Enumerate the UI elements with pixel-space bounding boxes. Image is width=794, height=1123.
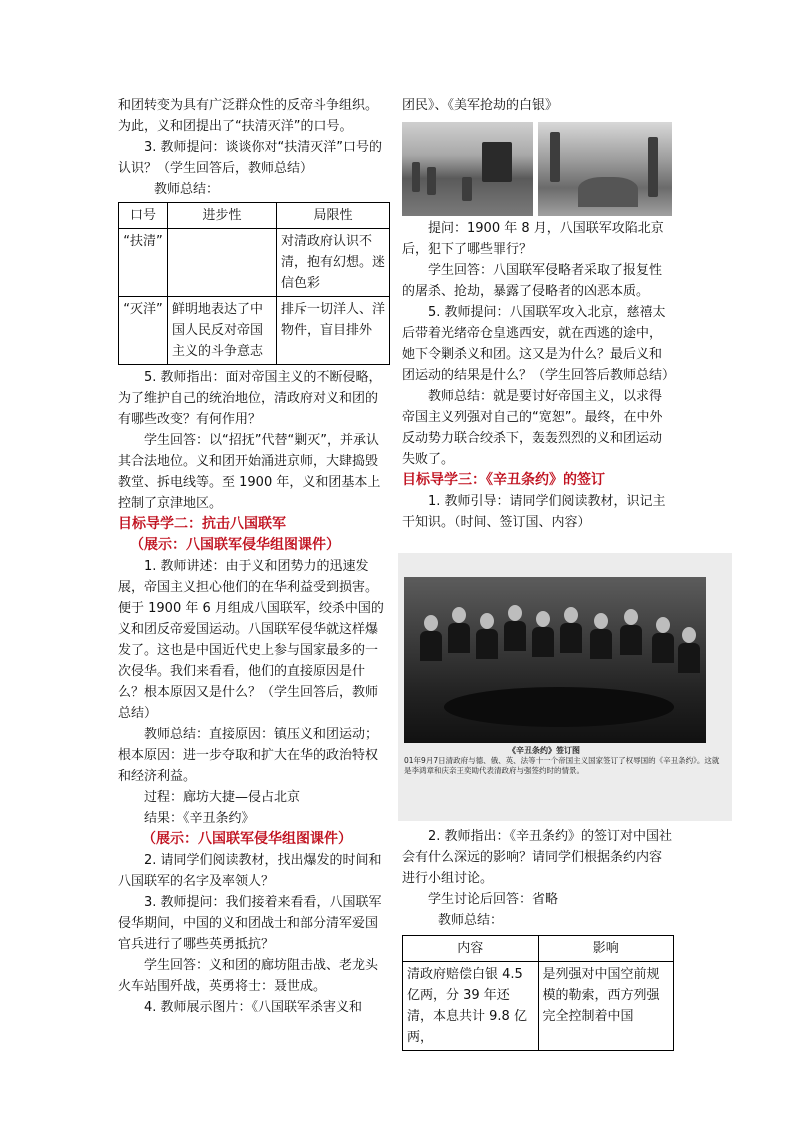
cell-slogan: “灭洋”: [119, 297, 168, 365]
right-column-bottom: [402, 826, 674, 1051]
table-row: [119, 229, 390, 297]
cell-impact: 是列强对中国空前规模的勒索，西方列强完全控制着中国: [538, 962, 674, 1051]
cell-limit: 排斥一切洋人、洋物件，盲目排外: [277, 297, 390, 365]
looted-silver-photo: [538, 122, 672, 216]
header-content: 内容: [403, 936, 539, 962]
answer-crimes: 学生回答：八国联军侵略者采取了报复性的屠杀、抢劫，暴露了侵略者的凶恶本质。: [402, 263, 663, 299]
table-row: [403, 962, 674, 1051]
teacher-narration-1: 1. 教师讲述：由于义和团势力的迅速发展，帝国主义担心他们的在华利益受到损害。便于 1900 年 6 月组成八国联军，绞杀中国的义和团反帝爱国运动。八国联军侵华就这样爆发了。这也是中国近代史上参与国家最多的一次侵华。我们来看看，他们的直接原因是什么？根本原因又是什么？（学生回答后，教师总结）: [118, 559, 384, 721]
left-column: [118, 95, 390, 1018]
table-row: [119, 297, 390, 365]
goal-heading-2: 目标导学二：抗击八国联军: [118, 516, 286, 532]
impact-table: [402, 935, 674, 1051]
cell-limit: 对清政府认识不清，抱有幻想。迷信色彩: [277, 229, 390, 297]
answer-3: 学生回答：义和团的廊坊阻击战、老龙头火车站围歼战，英勇将士：聂世成。: [118, 958, 379, 994]
paragraph-intro: 和团转变为具有广泛群众性的反帝斗争组织。为此，义和团提出了“扶清灭洋”的口号。: [118, 98, 379, 134]
header-impact: 影响: [538, 936, 674, 962]
question-5: 5. 教师指出：面对帝国主义的不断侵略，为了维护自己的统治地位，清政府对义和团的有哪些改变？有何作用？: [118, 370, 382, 427]
result-text: 结果：《辛丑条约》: [144, 811, 255, 826]
show-courseware-2: （展示：八国联军侵华组图课件）: [142, 831, 352, 847]
summary-right: 教师总结：就是要讨好帝国主义，以求得帝国主义列强对自己的“宽恕”。最终，在中外反动势力联合绞杀下，轰轰烈烈的义和团运动失败了。: [402, 389, 663, 467]
goal-heading-3: 目标导学三：《辛丑条约》的签订: [402, 472, 605, 488]
show-courseware-1: （展示：八国联军侵华组图课件）: [130, 537, 340, 553]
header-limit: 局限性: [277, 203, 390, 229]
continued-text: 团民》、《美军抢劫的白银》: [402, 98, 559, 113]
table-header-row: [403, 936, 674, 962]
right-column-lower: [402, 218, 674, 533]
cell-progress: 鲜明地表达了中国人民反对帝国主义的斗争意志: [168, 297, 277, 365]
table-header-row: [119, 203, 390, 229]
cell-progress: [168, 229, 277, 297]
question-3: 3. 教师提问：谈谈你对“扶清灭洋”口号的认识？（学生回答后，教师总结）: [118, 140, 383, 176]
question-crimes: 提问：1900 年 8 月，八国联军攻陷北京后，犯下了哪些罪行？: [402, 221, 664, 257]
teacher-summary-2: 教师总结：直接原因：镇压义和团运动；根本原因：进一步夺取和扩大在华的政治特权和经济利益。: [118, 727, 379, 784]
slogan-table: [118, 202, 390, 365]
question-5-right: 5. 教师提问：八国联军攻入北京，慈禧太后带着光绪帝仓皇逃西安，就在西逃的途中，她下令剿杀义和团。这又是为什么？最后义和团运动的结果是什么？（学生回答后教师总结）: [402, 305, 676, 383]
caption-title: 《辛丑条约》签订图: [508, 746, 580, 755]
question-3b: 3. 教师提问：我们接着来看看，八国联军侵华期间，中国的义和团战士和部分清军爱国官兵进行了哪些英勇抵抗？: [118, 895, 382, 952]
right-column: [402, 95, 674, 116]
cell-slogan: “扶清”: [119, 229, 168, 297]
header-slogan: 口号: [119, 203, 168, 229]
point-2: 2. 教师指出：《辛丑条约》的签订对中国社会有什么深远的影响？请同学们根据条约内容进行小组讨论。: [402, 829, 673, 886]
guide-1: 1. 教师引导：请同学们阅读教材，识记主干知识。（时间、签订国、内容）: [402, 494, 666, 530]
massacre-photo: [402, 122, 533, 216]
process-text: 过程：廊坊大捷—侵占北京: [144, 790, 301, 805]
treaty-signing-photo: [404, 577, 706, 743]
summary-label-right: 教师总结：: [438, 913, 504, 928]
discussion-answer: 学生讨论后回答：省略: [428, 892, 559, 907]
answer-5: 学生回答：以“招抚”代替“剿灭”，并承认其合法地位。义和团开始涌进京师，大肆捣毁教堂、拆电线等。至 1900 年，义和团基本上控制了京津地区。: [118, 433, 381, 511]
summary-label: 教师总结：: [154, 182, 220, 197]
question-2: 2. 请同学们阅读教材，找出爆发的时间和八国联军的名字及率领人？: [118, 853, 382, 889]
treaty-signing-figure: [398, 553, 732, 821]
caption-text: 01年9月7日清政府与德、俄、英、法等十一个帝国主义国家签订了权辱国的《辛丑条约》。这就是李鸿章和庆亲王奕劻代表清政府与强签约时的情景。: [404, 756, 720, 775]
figure-caption: [404, 746, 724, 776]
teacher-show-4: 4. 教师展示图片：《八国联军杀害义和: [144, 1000, 363, 1015]
cell-content: 清政府赔偿白银 4.5 亿两，分 39 年还清，本息共计 9.8 亿两，: [403, 962, 539, 1051]
header-progress: 进步性: [168, 203, 277, 229]
